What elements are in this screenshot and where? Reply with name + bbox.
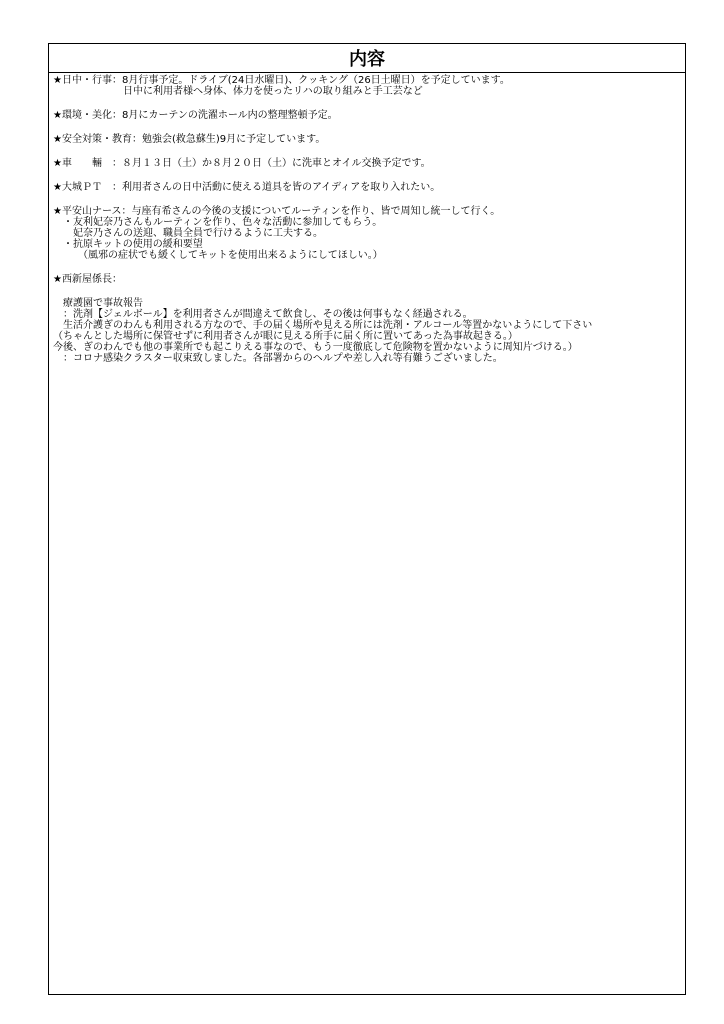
content-line: 今後、ぎのわんでも他の事業所でも起こりえる事なので、もう一度徹底して危険物を置かないように周知片づける。）	[53, 342, 578, 353]
content-cell	[49, 73, 685, 364]
content-line: ★日中・行事：8月行事予定。ドライブ(24日水曜日)、クッキング（26日土曜日）を予定しています。	[53, 75, 510, 86]
blank-line	[53, 97, 681, 110]
content-line: ★車 輛 ：８月１３日（土）か８月２０日（土）に洗車とオイル交換予定です。	[53, 158, 431, 169]
content-line: ★西新屋係長：	[53, 274, 122, 285]
blank-line	[53, 285, 681, 298]
content-line: 日中に利用者様へ身体、体力を使ったリハの取り組みと手工芸など	[53, 86, 423, 97]
content-line: ★大城ＰＴ ：利用者さんの日中活動に使える道具を皆のアイディアを取り入れたい。	[53, 182, 441, 193]
content-line: （風邪の症状でも緩くしてキットを使用出来るようにしてほしい。）	[53, 250, 383, 261]
blank-line	[53, 261, 681, 274]
content-line: ★安全対策・教育：勉強会(救急蘇生)9月に予定しています。	[53, 134, 326, 145]
table-header	[49, 44, 685, 73]
content-line: ：コロナ感染クラスター収束致しました。各部署からのヘルプや差し入れ等有難うございました。	[53, 353, 503, 364]
content-line: ・抗原キットの使用の緩和要望	[53, 239, 203, 250]
content-line: ★平安山ナース：与座有希さんの今後の支援についてルーティンを作り、皆で周知し統一して行く。	[53, 206, 501, 217]
blank-line	[53, 169, 681, 182]
blank-line	[53, 121, 681, 134]
blank-line	[53, 193, 681, 206]
content-line: 療護園で事故報告	[53, 298, 143, 309]
blank-line	[53, 145, 681, 158]
report-table	[48, 43, 686, 995]
content-line: （ちゃんとした場所に保管せずに利用者さんが眼に見える所手に届く所に置いてあった為事故起きる。）	[53, 331, 518, 342]
content-line: ・友利妃奈乃さんもルーティンを作り、色々な活動に参加してもらう。	[53, 217, 383, 228]
content-line: ：洗剤【ジェルボール】を利用者さんが間違えて飲食し、その後は何事もなく経過される。	[53, 309, 473, 320]
content-line: 妃奈乃さんの送迎、職員全員で行けるように工夫する。	[53, 228, 323, 239]
header-title: 内容	[349, 49, 385, 70]
content-line: ★環境・美化：8月にカーテンの洗濯ホール内の整理整頓予定。	[53, 110, 338, 121]
content-line: 生活介護ぎのわんも利用される方なので、手の届く場所や見える所には洗剤・アルコール等置かないようにして下さい	[53, 320, 593, 331]
